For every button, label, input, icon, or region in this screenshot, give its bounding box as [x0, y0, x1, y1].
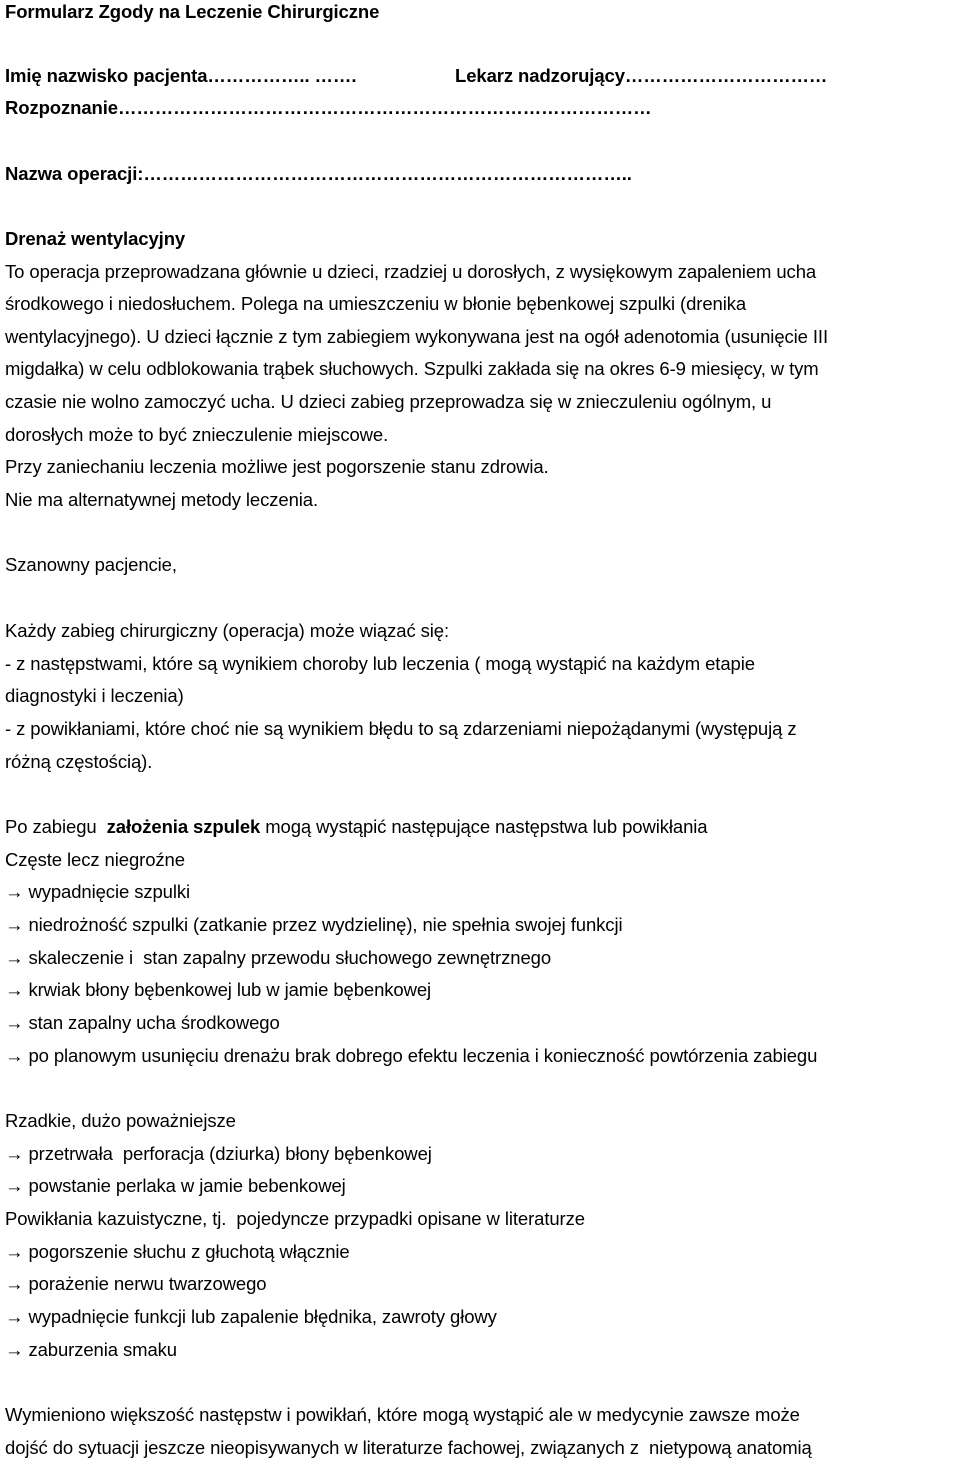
casuistic-heading: Powikłania kazuistyczne, tj. pojedyncze przypadki opisane w literaturze [5, 1208, 585, 1229]
list-item: → zaburzenia smaku [5, 1339, 177, 1360]
list-item: → krwiak błony bębenkowej lub w jamie bębenkowej [5, 979, 432, 1000]
supervising-doctor-field: Lekarz nadzorujący…………………………… [455, 65, 828, 86]
patient-doctor-row [5, 64, 945, 88]
risks-intro-line: diagnostyki i leczenia) [5, 685, 184, 706]
procedure-line: To operacja przeprowadzana głównie u dzieci, rzadziej u dorosłych, z wysiękowym zapaleniem ucha [5, 261, 817, 282]
patient-name-field: Imię nazwisko pacjenta…………….. ……. [5, 65, 357, 86]
procedure-line: środkowego i niedosłuchem. Polega na umieszczeniu w błonie bębenkowej szpulki (drenika [5, 293, 747, 314]
after-procedure-name: założenia szpulek [106, 816, 261, 837]
procedure-line: czasie nie wolno zamoczyć ucha. U dzieci zabieg przeprowadza się w znieczuleniu ogólnym, u [5, 391, 772, 412]
procedure-line: Przy zaniechaniu leczenia możliwe jest pogorszenie stanu zdrowia. [5, 456, 549, 477]
procedure-line: dorosłych może to być znieczulenie miejscowe. [5, 424, 389, 445]
list-item: → powstanie perlaka w jamie bebenkowej [5, 1175, 346, 1196]
list-item: → porażenie nerwu twarzowego [5, 1273, 267, 1294]
closing-line: dojść do sytuacji jeszcze nieopisywanych w literaturze fachowej, związanych z nietypową anatomią [5, 1437, 812, 1458]
list-item: → pogorszenie słuchu z głuchotą włącznie [5, 1241, 350, 1262]
risks-intro-line: - z następstwami, które są wynikiem choroby lub leczenia ( mogą wystąpić na każdym etapie [5, 653, 755, 674]
list-item: → przetrwała perforacja (dziurka) błony bębenkowej [5, 1143, 432, 1164]
after-procedure-heading [5, 815, 708, 839]
list-item: → wypadnięcie szpulki [5, 881, 191, 902]
list-item: → wypadnięcie funkcji lub zapalenie błędnika, zawroty głowy [5, 1306, 497, 1327]
after-suffix: mogą wystąpić następujące następstwa lub powikłania [260, 816, 708, 837]
procedure-line: wentylacyjnego). U dzieci łącznie z tym zabiegiem wykonywana jest na ogół adenotomia (usunięcie III [5, 326, 829, 347]
common-heading: Częste lecz niegroźne [5, 849, 185, 870]
procedure-heading: Drenaż wentylacyjny [5, 228, 186, 249]
operation-name-field: Nazwa operacji:…………………………………………………………………….. [5, 163, 632, 184]
list-item: → stan zapalny ucha środkowego [5, 1012, 280, 1033]
risks-intro-line: różną częstością). [5, 751, 153, 772]
after-prefix: Po zabiegu [5, 816, 107, 837]
risks-intro-line: Każdy zabieg chirurgiczny (operacja) może wiązać się: [5, 620, 450, 641]
diagnosis-field: Rozpoznanie…………………………………………………………………………… [5, 97, 652, 118]
risks-intro-line: - z powikłaniami, które choć nie są wynikiem błędu to są zdarzeniami niepożądanymi (występują z [5, 718, 797, 739]
list-item: → po planowym usunięciu drenażu brak dobrego efektu leczenia i konieczność powtórzenia zabiegu [5, 1045, 818, 1066]
closing-line: Wymieniono większość następstw i powikłań, które mogą wystąpić ale w medycynie zawsze może [5, 1404, 800, 1425]
procedure-line: migdałka) w celu odblokowania trąbek słuchowych. Szpulki zakłada się na okres 6-9 miesięcy, w tym [5, 358, 819, 379]
rare-heading: Rzadkie, dużo poważniejsze [5, 1110, 236, 1131]
procedure-line: Nie ma alternatywnej metody leczenia. [5, 489, 319, 510]
form-title: Formularz Zgody na Leczenie Chirurgiczne [5, 1, 380, 22]
salutation: Szanowny pacjencie, [5, 554, 177, 575]
list-item: → niedrożność szpulki (zatkanie przez wydzielinę), nie spełnia swojej funkcji [5, 914, 623, 935]
list-item: → skaleczenie i stan zapalny przewodu słuchowego zewnętrznego [5, 947, 552, 968]
